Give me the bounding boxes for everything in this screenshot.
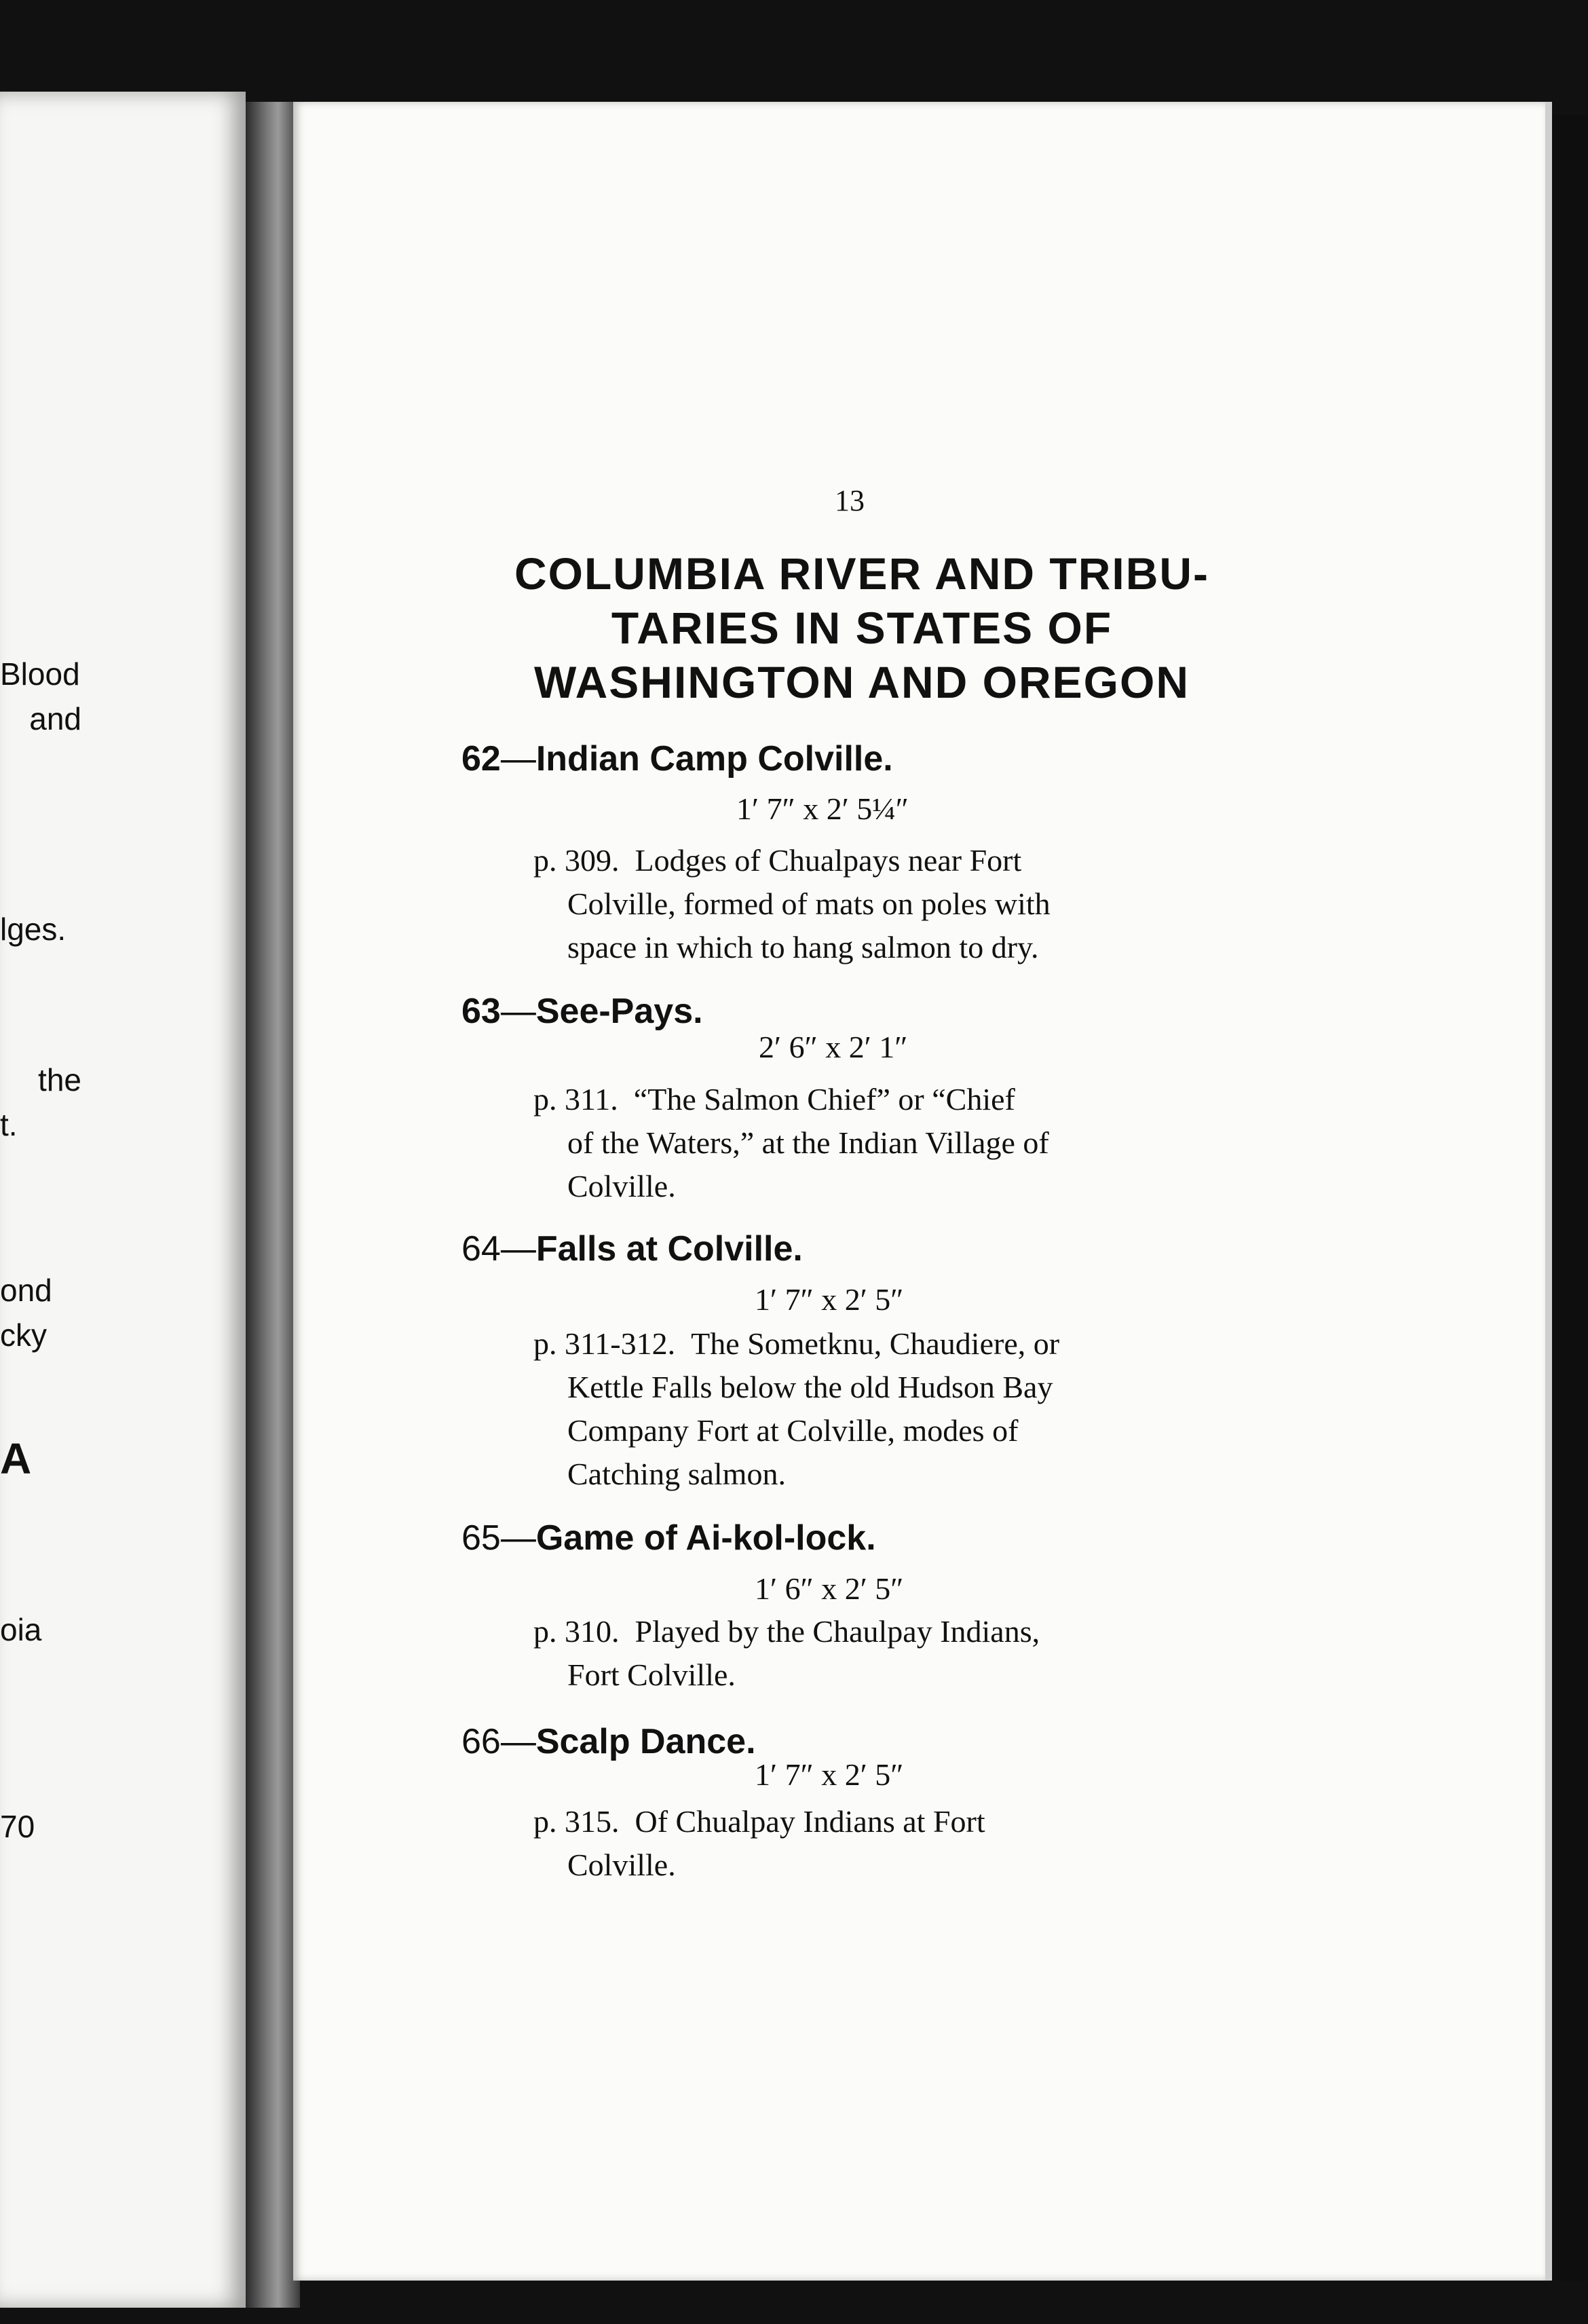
description-line: Colville. xyxy=(567,1169,676,1203)
page-number: 13 xyxy=(835,484,865,517)
entry-heading: 63—See-Pays. xyxy=(461,992,703,1031)
description-line: p. 311. “The Salmon Chief” or “Chief xyxy=(533,1082,1015,1117)
entry-number: 65 xyxy=(461,1518,501,1558)
entry-title: See-Pays. xyxy=(535,992,703,1031)
left-fragment: A xyxy=(0,1434,32,1483)
entry-heading: 62—Indian Camp Colville. xyxy=(461,739,893,779)
description-line: of the Waters,” at the Indian Village of xyxy=(567,1125,1049,1160)
left-fragment: ond xyxy=(0,1273,52,1308)
page-ref: p. 311. xyxy=(533,1082,618,1117)
section-heading xyxy=(475,546,1249,709)
page-ref: p. 310. xyxy=(533,1614,620,1649)
entry-size: 1′ 7″ x 2′ 5″ xyxy=(755,1282,904,1317)
page-ref: p. 315. xyxy=(533,1804,620,1839)
entry-description xyxy=(533,839,1232,969)
entry-size: 1′ 7″ x 2′ 5¼″ xyxy=(736,791,909,826)
entry-size: 1′ 7″ x 2′ 5″ xyxy=(755,1757,904,1792)
left-fragment: 70 xyxy=(0,1809,35,1844)
entry-heading: 65—Game of Ai-kol-lock. xyxy=(461,1518,876,1558)
heading-line: WASHINGTON AND OREGON xyxy=(533,657,1190,707)
entry-title: Indian Camp Colville. xyxy=(535,739,893,779)
left-fragment: and xyxy=(29,701,81,736)
entry-number: 63 xyxy=(461,992,501,1031)
left-fragment: t. xyxy=(0,1107,18,1142)
description-line: p. 310. Played by the Chaulpay Indians, xyxy=(533,1614,1040,1649)
entry-number: 62 xyxy=(461,739,501,779)
entry-size: 1′ 6″ x 2′ 5″ xyxy=(755,1571,904,1606)
entry-heading: 64—Falls at Colville. xyxy=(461,1229,803,1269)
entry-description xyxy=(533,1078,1232,1208)
description-line: Catching salmon. xyxy=(567,1457,786,1491)
description-line: p. 315. Of Chualpay Indians at Fort xyxy=(533,1804,985,1839)
description-line: Colville. xyxy=(567,1848,676,1882)
left-fragment: Blood xyxy=(0,656,80,692)
entry-description xyxy=(533,1322,1232,1496)
left-fragment: oia xyxy=(0,1612,42,1647)
heading-line: COLUMBIA RIVER AND TRIBU- xyxy=(514,548,1210,599)
entry-description xyxy=(533,1800,1232,1887)
entry-number: 64 xyxy=(461,1229,501,1269)
description-line: space in which to hang salmon to dry. xyxy=(567,930,1039,964)
entry-size: 2′ 6″ x 2′ 1″ xyxy=(759,1030,908,1064)
entry-title: Game of Ai-kol-lock. xyxy=(535,1518,876,1558)
entry-title: Scalp Dance. xyxy=(535,1722,756,1761)
entry-description xyxy=(533,1610,1232,1697)
description-line: Fort Colville. xyxy=(567,1657,736,1692)
description-line: p. 311-312. The Sometknu, Chaudiere, or xyxy=(533,1326,1060,1361)
page-edge-shadow xyxy=(1552,115,1588,2281)
description-line: Kettle Falls below the old Hudson Bay xyxy=(567,1370,1053,1404)
description-line: Company Fort at Colville, modes of xyxy=(567,1413,1019,1448)
left-fragment: the xyxy=(38,1062,81,1098)
book-gutter xyxy=(246,102,300,2308)
left-page xyxy=(0,92,246,2308)
entry-number: 66 xyxy=(461,1722,501,1761)
page-ref: p. 309. xyxy=(533,843,620,878)
page-ref: p. 311-312. xyxy=(533,1326,676,1361)
description-line: p. 309. Lodges of Chualpays near Fort xyxy=(533,843,1022,878)
heading-line: TARIES IN STATES OF xyxy=(611,603,1113,653)
left-fragment: lges. xyxy=(0,912,67,947)
entry-heading: 66—Scalp Dance. xyxy=(461,1722,756,1761)
description-line: Colville, formed of mats on poles with xyxy=(567,886,1051,921)
left-fragment: cky xyxy=(0,1317,47,1353)
entry-title: Falls at Colville. xyxy=(535,1229,803,1269)
